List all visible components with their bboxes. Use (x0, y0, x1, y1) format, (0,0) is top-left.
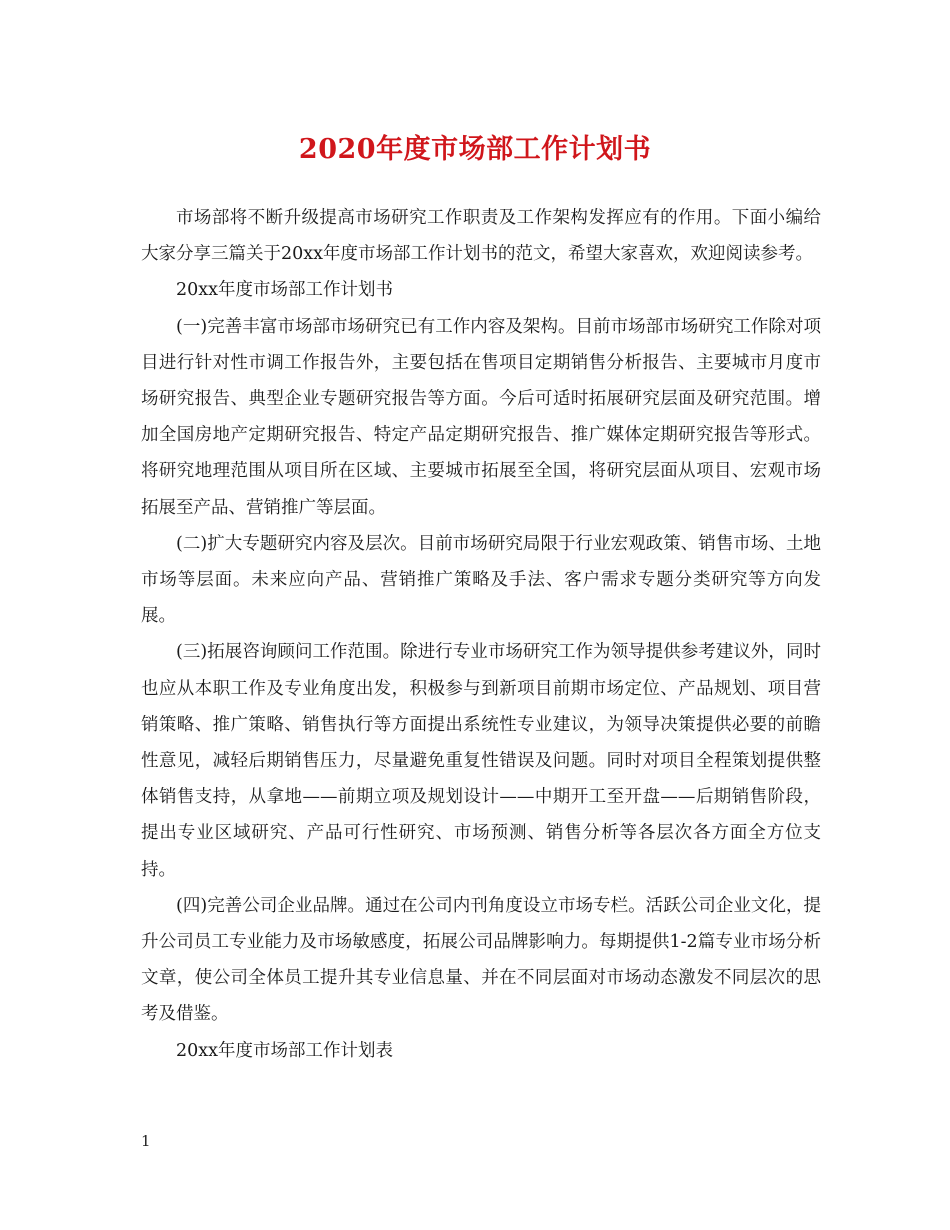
paragraph-heading-table: 20xx年度市场部工作计划表 (176, 1040, 394, 1061)
document-title: 2020年度市场部工作计划书 (298, 134, 652, 165)
paragraph-item-3: (三)拓展咨询顾问工作范围。除进行专业市场研究工作为领导提供参考建议外，同时也应从本职工作及专业角度出发，积极参与到新项目前期市场定位、产品规划、项目营销策略、推广策略、销售执行等方面提出系统性专业建议，为领导决策提供必要的前瞻性意见，减轻后期销售压力，尽量避免重复性错误及问题。同时对项目全程策划提供整体销售支持，从拿地——前期立项及规划设计——中期开工至开盘——后期销售阶段，提出专业区域研究、产品可行性研究、市场预测、销售分析等各层次各方面全方位支持。 (141, 642, 821, 880)
page-number: 1 (141, 1132, 151, 1150)
paragraph-intro: 市场部将不断升级提高市场研究工作职责及工作架构发挥应有的作用。下面小编给大家分享三篇关于20xx年度市场部工作计划书的范文，希望大家喜欢，欢迎阅读参考。 (141, 208, 821, 265)
document-body (141, 200, 821, 1069)
paragraph-item-4: (四)完善公司企业品牌。通过在公司内刊角度设立市场专栏。活跃公司企业文化，提升公司员工专业能力及市场敏感度，拓展公司品牌影响力。每期提供1-2篇专业市场分析文章，使公司全体员工提升其专业信息量、并在不同层面对市场动态激发不同层次的思考及借鉴。 (141, 895, 821, 1025)
paragraph-item-2: (二)扩大专题研究内容及层次。目前市场研究局限于行业宏观政策、销售市场、土地市场等层面。未来应向产品、营销推广策略及手法、客户需求专题分类研究等方向发展。 (141, 533, 821, 627)
paragraph-item-1: (一)完善丰富市场部市场研究已有工作内容及架构。目前市场部市场研究工作除对项目进行针对性市调工作报告外，主要包括在售项目定期销售分析报告、主要城市月度市场研究报告、典型企业专题研究报告等方面。今后可适时拓展研究层面及研究范围。增加全国房地产定期研究报告、特定产品定期研究报告、推广媒体定期研究报告等形式。将研究地理范围从项目所在区域、主要城市拓展至全国，将研究层面从项目、宏观市场拓展至产品、营销推广等层面。 (141, 316, 821, 518)
paragraph-heading-plan: 20xx年度市场部工作计划书 (176, 280, 394, 301)
